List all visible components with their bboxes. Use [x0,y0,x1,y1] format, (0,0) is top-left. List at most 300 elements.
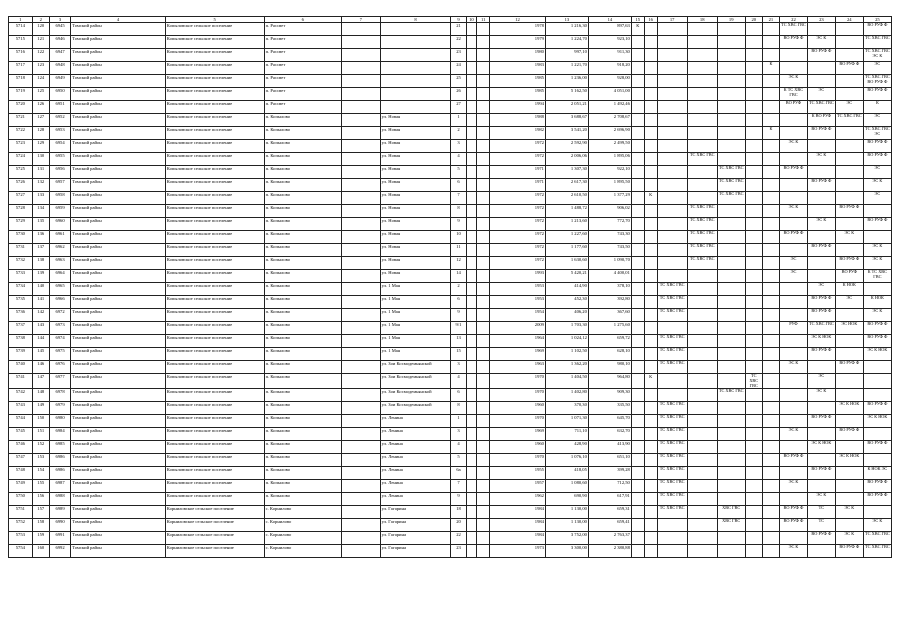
table-row [9,348,892,361]
table-cell: п. Копылово [264,205,341,218]
table-cell: п. Копылово [264,244,341,257]
table-cell: ВО РУФ Ф [807,532,835,545]
table-cell: Томский район [71,36,166,49]
table-cell [835,218,863,231]
table-cell: ЭС [863,166,891,179]
table-cell: 1964 [490,335,546,348]
table-cell [341,192,380,205]
table-cell: Корниловское сельское поселение [165,532,264,545]
table-row [9,218,892,231]
table-cell: 1 402,80 [545,389,588,402]
table-cell: ВО РУФ Ф [780,231,808,244]
table-cell: Томский район [71,205,166,218]
table-cell [477,153,490,166]
table-cell [657,545,687,558]
table-cell: 2 696,90 [588,127,631,140]
table-cell: 743,30 [588,231,631,244]
table-cell: ВО РУФ Ф [807,296,835,309]
table-cell [762,88,779,101]
table-cell [762,179,779,192]
table-cell: 121 [32,36,49,49]
column-number: 12 [490,17,546,23]
table-row [9,75,892,88]
table-cell: 123 [32,62,49,75]
table-cell: 149 [32,402,49,415]
table-cell [631,493,644,506]
table-cell: ул. Новая [380,270,451,283]
table-cell [745,62,762,75]
table-cell: п. Копылово [264,322,341,335]
table-cell: Копыловское сельское поселение [165,389,264,402]
table-cell: ВО РУФ Ф [835,257,863,270]
table-cell: 1960 [490,402,546,415]
table-cell: ул. Новая [380,179,451,192]
table-cell [835,49,863,62]
table-cell [644,493,657,506]
table-cell: 4 [451,153,466,166]
table-row [9,62,892,75]
table-cell [477,205,490,218]
table-cell: 6947 [49,49,70,62]
table-cell [341,296,380,309]
table-cell: Томский район [71,75,166,88]
table-cell: 15 [451,348,466,361]
table-cell: 1982 [490,127,546,140]
table-cell: ТС ХВС ГВС ВО РУФ Ф [863,75,891,88]
table-cell: ТС ХВС ГВС [863,36,891,49]
table-cell [807,480,835,493]
table-cell: ул. Ленина [380,493,451,506]
table-cell [762,23,779,36]
table-cell [341,23,380,36]
table-cell: 6960 [49,218,70,231]
table-cell: Копыловское сельское поселение [165,480,264,493]
table-cell [380,49,451,62]
table-cell [717,23,745,36]
table-cell [835,153,863,166]
table-cell: ТС ХВС ГВС [863,545,891,558]
table-cell [780,62,808,75]
table-cell [762,389,779,402]
table-cell [762,322,779,335]
table-cell [780,348,808,361]
table-cell [644,257,657,270]
table-cell [341,205,380,218]
table-cell [807,545,835,558]
table-cell [466,283,477,296]
table-cell [341,218,380,231]
table-cell [807,428,835,441]
table-cell [477,428,490,441]
table-cell [835,75,863,88]
table-cell [466,545,477,558]
table-cell [466,179,477,192]
table-cell: 711,10 [545,428,588,441]
table-cell [477,244,490,257]
table-cell: п. Копылово [264,493,341,506]
table-cell: Копыловское сельское поселение [165,23,264,36]
table-cell: 4 [451,374,466,389]
table-cell [644,114,657,127]
table-cell: Томский район [71,296,166,309]
table-cell [762,218,779,231]
table-cell: 5748 [9,467,33,480]
table-cell [762,36,779,49]
table-cell: 645,70 [588,415,631,428]
table-cell: Копыловское сельское поселение [165,49,264,62]
table-cell: п. Копылово [264,140,341,153]
table-cell [745,244,762,257]
table-cell: 1970 [490,374,546,389]
table-cell: 6951 [49,101,70,114]
table-cell [863,231,891,244]
table-cell: Копыловское сельское поселение [165,166,264,179]
table-cell: К [762,127,779,140]
table-cell [341,127,380,140]
table-cell: Томский район [71,62,166,75]
table-cell: Копыловское сельское поселение [165,153,264,166]
table-cell [762,153,779,166]
table-cell [745,361,762,374]
table-cell: 911,30 [588,49,631,62]
table-cell: ТС ХВС ГВС [657,309,687,322]
table-cell [644,322,657,335]
table-cell: ул. 1 Мая [380,335,451,348]
table-cell: ул. Новая [380,244,451,257]
table-cell: 1 080,60 [545,480,588,493]
table-cell: ул. Новая [380,140,451,153]
table-cell [780,493,808,506]
table-cell: 1 177,60 [545,244,588,257]
table-cell: Томский район [71,140,166,153]
table-cell: 628,10 [588,348,631,361]
table-cell [687,374,717,389]
table-cell: 6986 [49,467,70,480]
table-cell [717,348,745,361]
table-cell [631,231,644,244]
table-cell [745,49,762,62]
table-cell [745,283,762,296]
table-cell [477,166,490,179]
column-number: 6 [264,17,341,23]
table-cell [631,283,644,296]
table-cell [762,348,779,361]
table-cell [466,257,477,270]
table-cell: 5750 [9,493,33,506]
table-cell: 6963 [49,257,70,270]
table-cell: ЭС К [780,140,808,153]
table-cell [745,428,762,441]
table-cell [657,205,687,218]
table-cell [717,428,745,441]
table-cell [762,296,779,309]
table-cell [657,49,687,62]
table-cell [717,322,745,335]
table-cell: 659,31 [588,506,631,519]
table-cell [341,389,380,402]
table-cell [717,75,745,88]
table-body [9,17,892,558]
table-cell [717,296,745,309]
table-cell: ВО РУФ Ф [863,441,891,454]
table-cell: ВО РУФ Ф [807,179,835,192]
table-cell: ЭС К [780,205,808,218]
table-row [9,480,892,493]
table-cell: 150 [32,415,49,428]
table-cell: Томский район [71,428,166,441]
table-cell: 928,00 [588,75,631,88]
table-cell: Копыловское сельское поселение [165,374,264,389]
table-cell: ул. 1 Мая [380,322,451,335]
table-cell [466,140,477,153]
table-cell: 651,10 [588,454,631,467]
table-cell: ЭС К [807,493,835,506]
table-row [9,140,892,153]
table-cell [631,114,644,127]
table-cell [807,140,835,153]
table-cell [687,532,717,545]
table-cell [863,506,891,519]
table-cell: 8 [451,205,466,218]
table-cell [717,49,745,62]
table-cell: ЭС К НОК [807,441,835,454]
table-cell [807,257,835,270]
table-cell: ЭС [780,257,808,270]
table-cell: 20 [451,519,466,532]
table-row [9,192,892,205]
table-cell [466,361,477,374]
table-cell [477,441,490,454]
table-cell: Томский район [71,322,166,335]
table-cell: ЭС К НОК [807,335,835,348]
table-cell: 5735 [9,296,33,309]
table-cell [644,348,657,361]
table-row [9,454,892,467]
table-cell: ул. 1 Мая [380,348,451,361]
table-cell: Томский район [71,402,166,415]
table-cell [780,374,808,389]
table-cell: Копыловское сельское поселение [165,309,264,322]
table-cell: с. Корнилово [264,545,341,558]
table-cell: 9/1 [451,322,466,335]
table-cell: 1970 [490,415,546,428]
table-cell [631,153,644,166]
table-cell: К НОК ЭС [863,467,891,480]
table-cell [762,532,779,545]
table-cell [631,166,644,179]
table-cell: 4 400,01 [588,270,631,283]
table-cell: 1 492,46 [588,101,631,114]
table-cell: ВО РУФ Ф [780,166,808,179]
table-cell [477,309,490,322]
table-cell: Томский район [71,179,166,192]
table-cell: 6977 [49,374,70,389]
table-cell: 1 216,30 [545,23,588,36]
table-cell: 156 [32,493,49,506]
table-cell: Томский район [71,153,166,166]
table-cell: 1972 [490,140,546,153]
table-cell: 5744 [9,415,33,428]
table-cell [745,441,762,454]
table-cell: ТС ХВС ГВС [863,532,891,545]
table-cell: ВО РУФ [835,270,863,283]
table-cell [341,361,380,374]
table-cell: ВО РУФ Ф [835,205,863,218]
table-cell: ВО РУФ Ф [835,428,863,441]
table-cell: 1 895,50 [588,179,631,192]
table-cell [762,283,779,296]
table-cell: ул. Гагарина [380,519,451,532]
table-cell: ул. Новая [380,166,451,179]
table-cell [745,218,762,231]
table-cell [631,506,644,519]
table-cell [644,270,657,283]
table-cell [807,361,835,374]
table-cell [745,480,762,493]
table-cell: Корниловское сельское поселение [165,506,264,519]
table-cell: ЭС К [835,231,863,244]
table-cell [477,231,490,244]
table-cell: 6955 [49,153,70,166]
table-cell [745,348,762,361]
table-cell [477,75,490,88]
table-cell [717,101,745,114]
table-cell [477,101,490,114]
table-cell: 4 051,00 [588,88,631,101]
table-cell [644,101,657,114]
table-row [9,402,892,415]
table-cell [780,296,808,309]
table-cell: Томский район [71,166,166,179]
table-cell: 139 [32,270,49,283]
table-cell [466,415,477,428]
table-cell [631,402,644,415]
table-cell [341,348,380,361]
column-number: 5 [165,17,264,23]
table-cell: К ТС ХВС ГВС [863,270,891,283]
table-cell [631,179,644,192]
table-cell [380,62,451,75]
table-cell [644,415,657,428]
table-cell: ЭС К НОК [863,415,891,428]
table-cell [762,335,779,348]
table-cell: п. Копылово [264,389,341,402]
table-cell: 1970 [490,389,546,402]
table-cell [687,480,717,493]
table-cell [807,231,835,244]
table-cell [631,415,644,428]
table-row [9,441,892,454]
table-cell [341,140,380,153]
table-cell [657,192,687,205]
table-row [9,257,892,270]
table-cell: 22 [451,532,466,545]
table-cell [466,166,477,179]
table-cell [807,23,835,36]
table-cell: 130 [32,153,49,166]
table-cell: 1993 [490,270,546,283]
table-cell: 142 [32,309,49,322]
table-cell: Томский район [71,389,166,402]
table-cell: 1 307,30 [545,166,588,179]
table-cell [466,454,477,467]
table-cell [631,335,644,348]
table-cell: ТС ХВС ГВС [657,467,687,480]
table-row [9,361,892,374]
table-cell [835,36,863,49]
table-cell [477,140,490,153]
table-cell [657,114,687,127]
table-cell [835,374,863,389]
table-cell [631,374,644,389]
table-cell: 1955 [490,467,546,480]
table-cell [717,218,745,231]
table-cell: п. Копылово [264,114,341,127]
table-cell: ЭС НОК [835,322,863,335]
table-cell [657,374,687,389]
column-number: 25 [863,17,891,23]
table-cell: ТС ХВС ГВС [687,257,717,270]
table-cell: 136 [32,231,49,244]
table-cell [745,270,762,283]
table-cell [780,532,808,545]
table-cell: 6990 [49,519,70,532]
table-cell: п. Копылово [264,192,341,205]
table-cell: 5747 [9,454,33,467]
table-cell [717,480,745,493]
table-cell [466,335,477,348]
table-cell [745,296,762,309]
column-number: 8 [380,17,451,23]
table-cell [717,36,745,49]
table-cell: 997,10 [545,49,588,62]
table-cell [631,361,644,374]
table-cell [477,454,490,467]
table-cell: Копыловское сельское поселение [165,231,264,244]
table-cell [644,153,657,166]
table-cell: 1 630,60 [545,257,588,270]
table-cell [657,389,687,402]
table-cell [745,231,762,244]
table-row [9,374,892,389]
table-cell [631,389,644,402]
table-cell: п. Копылово [264,454,341,467]
table-cell [762,519,779,532]
table-cell [341,179,380,192]
table-row [9,179,892,192]
table-cell: Томский район [71,192,166,205]
table-cell [380,75,451,88]
table-cell: ХВС ГВС [717,506,745,519]
table-cell [644,62,657,75]
table-cell: Копыловское сельское поселение [165,361,264,374]
column-number: 24 [835,17,863,23]
table-cell: Корниловское сельское поселение [165,545,264,558]
table-cell: 6 [451,179,466,192]
table-cell: 5738 [9,335,33,348]
table-cell [780,49,808,62]
table-cell [835,309,863,322]
table-cell: ВО РУФ Ф [807,415,835,428]
table-cell [687,179,717,192]
table-cell [631,62,644,75]
table-cell [466,88,477,101]
table-cell: 5754 [9,545,33,558]
table-cell [341,270,380,283]
table-cell: 6992 [49,545,70,558]
table-cell [657,244,687,257]
table-cell [762,140,779,153]
